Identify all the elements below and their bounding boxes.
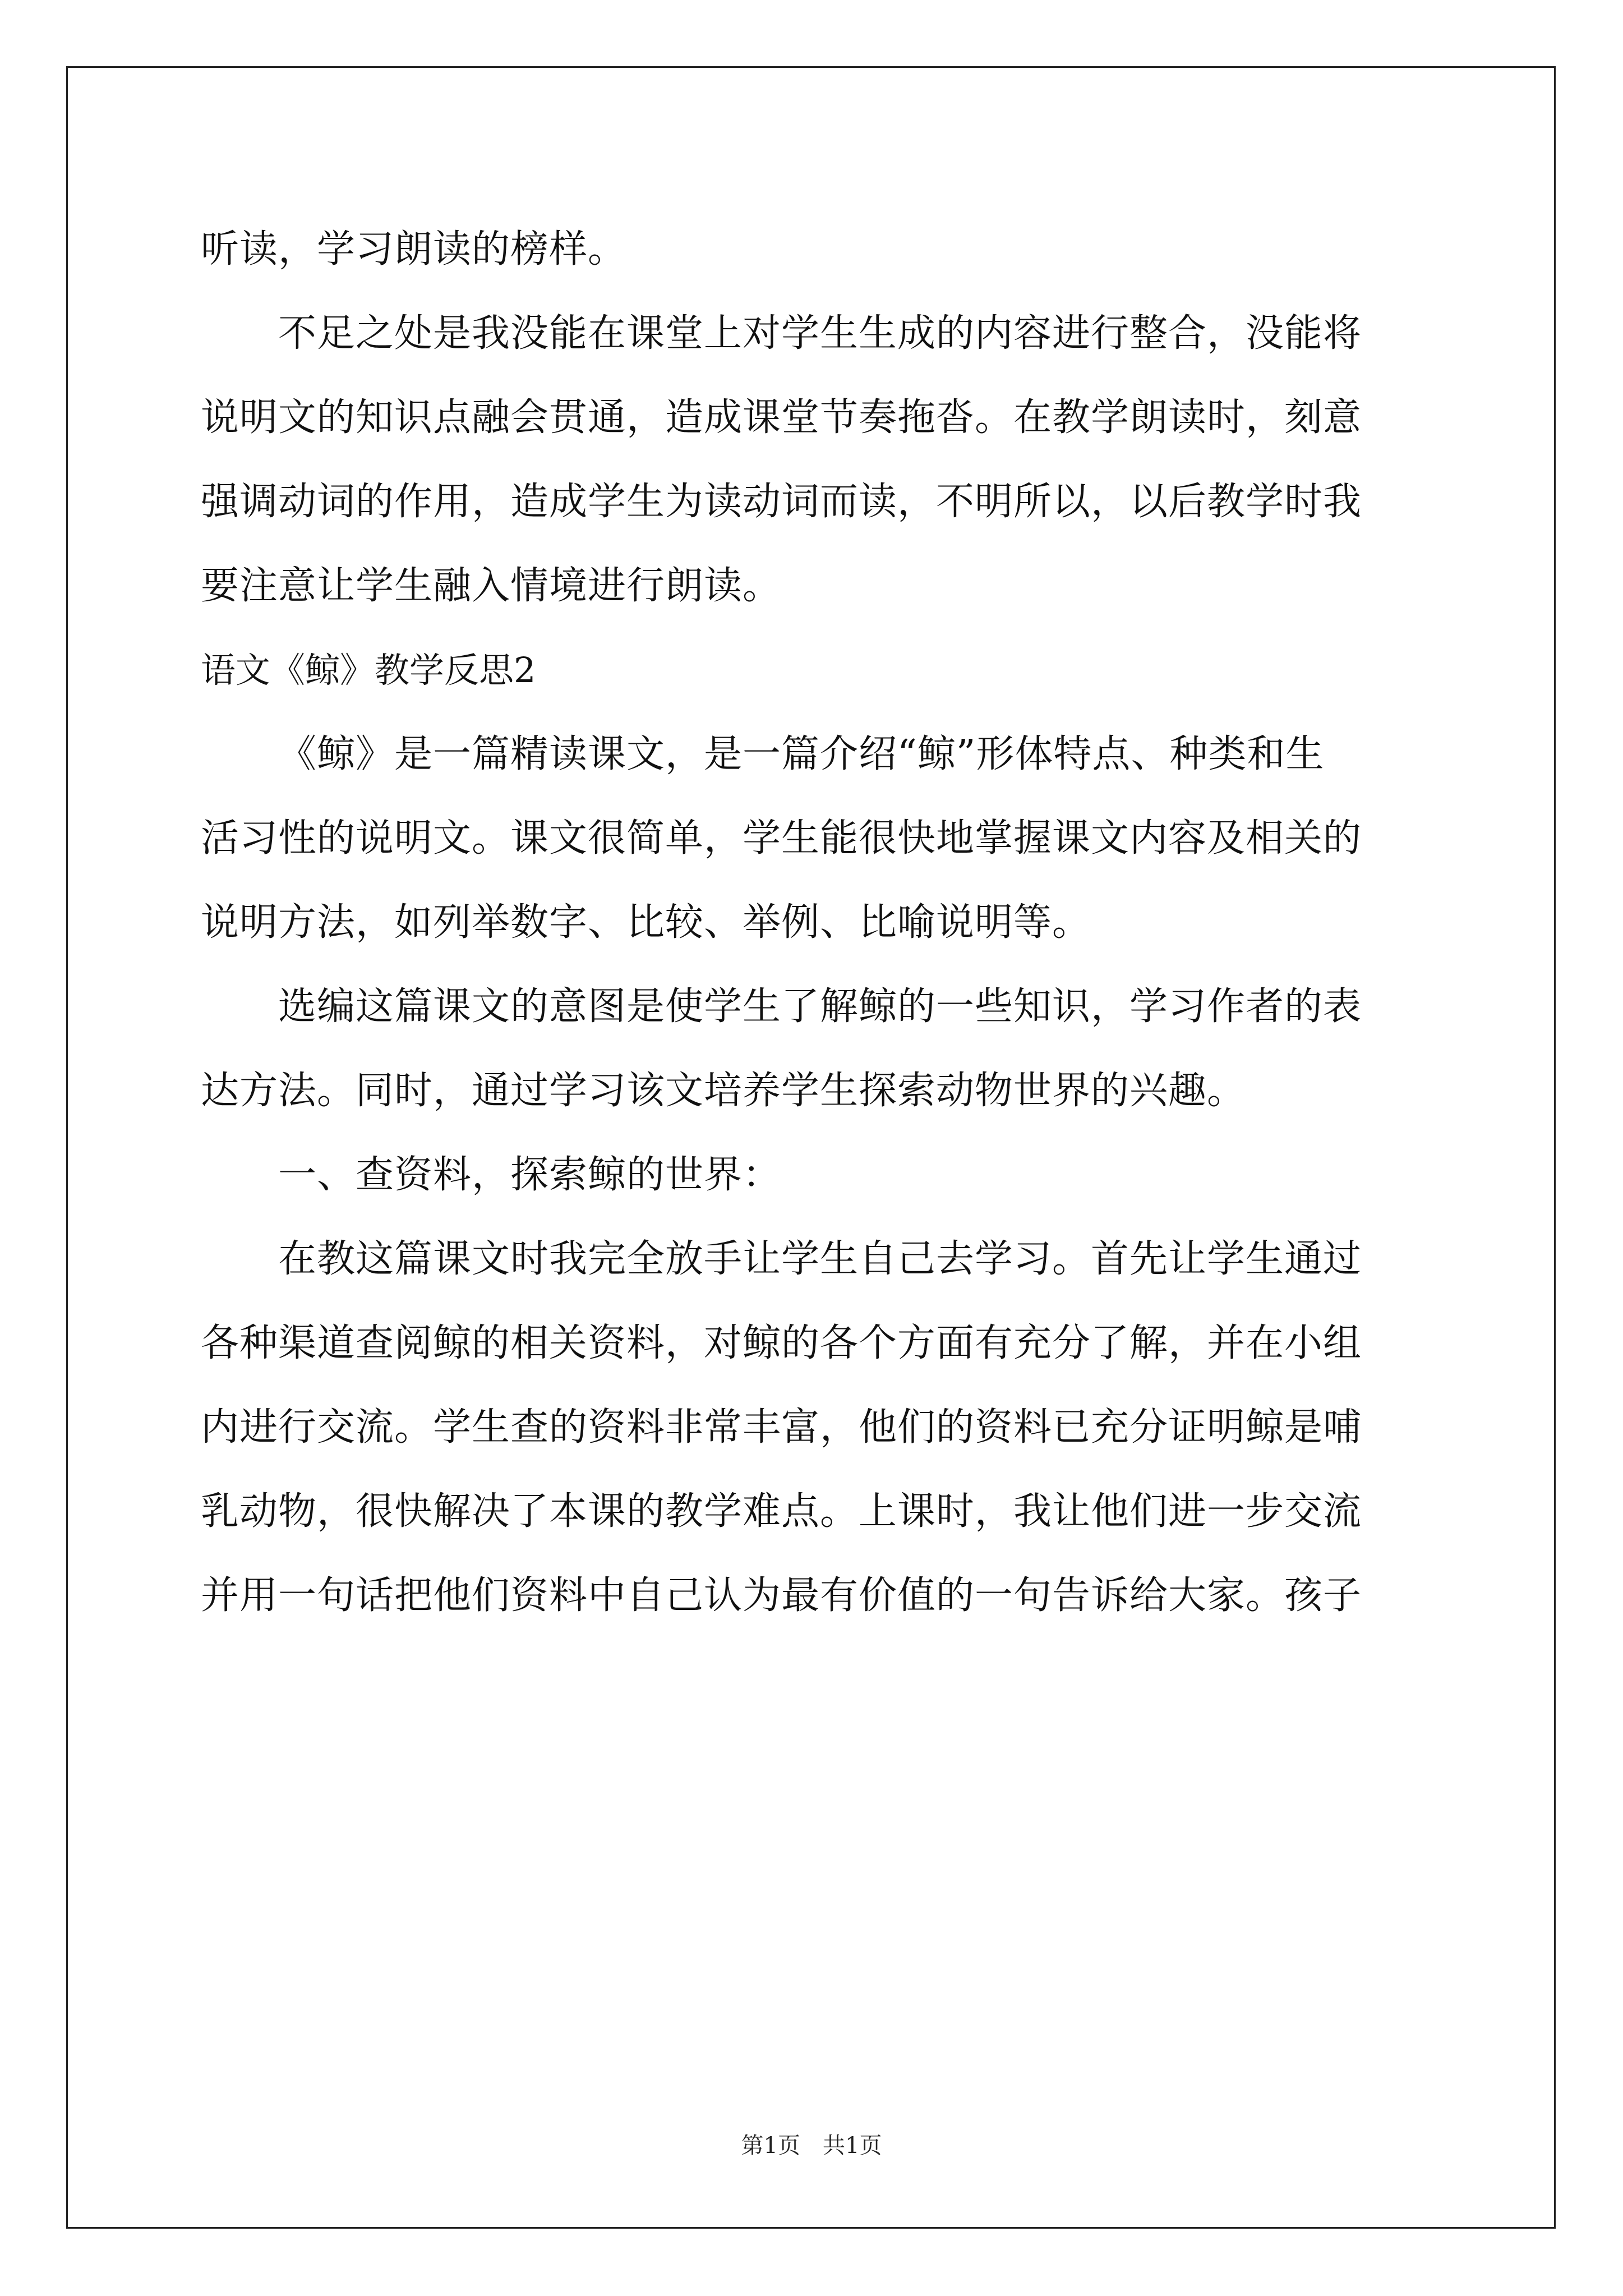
text-line: 各种渠道查阅鲸的相关资料，对鲸的各个方面有充分了解，并在小组 [201, 1321, 1362, 1365]
text-line: 要注意让学生融入情境进行朗读。 [201, 564, 782, 608]
page-footer: 第1页 共1页 [741, 2133, 882, 2159]
text-line: 并用一句话把他们资料中自己认为最有价值的一句告诉给大家。孩子 [201, 1573, 1362, 1618]
text-line: 说明方法，如列举数字、比较、举例、比喻说明等。 [201, 900, 1091, 945]
document-body [201, 208, 1429, 1638]
text-line: 乳动物，很快解决了本课的教学难点。上课时，我让他们进一步交流 [201, 1489, 1362, 1534]
subheading: 一、查资料，探索鲸的世界： [278, 1153, 782, 1197]
paragraph-start: 《鲸》是一篇精读课文，是一篇介绍“鲸”形体特点、种类和生 [278, 732, 1325, 776]
text-line: 活习性的说明文。课文很简单，学生能很快地掌握课文内容及相关的 [201, 816, 1362, 861]
text-line: 达方法。同时，通过学习该文培养学生探索动物世界的兴趣。 [201, 1069, 1246, 1113]
section-heading: 语文《鲸》教学反思2 [201, 650, 536, 691]
paragraph-start: 在教这篇课文时我完全放手让学生自己去学习。首先让学生通过 [278, 1237, 1362, 1281]
text-line: 听读，学习朗读的榜样。 [201, 227, 627, 272]
paragraph-start: 不足之处是我没能在课堂上对学生生成的内容进行整合，没能将 [278, 311, 1362, 356]
paragraph-start: 选编这篇课文的意图是使学生了解鲸的一些知识，学习作者的表 [278, 984, 1362, 1029]
text-line: 强调动词的作用，造成学生为读动词而读，不明所以，以后教学时我 [201, 480, 1362, 524]
text-line: 内进行交流。学生查的资料非常丰富，他们的资料已充分证明鲸是哺 [201, 1405, 1362, 1450]
text-line: 说明文的知识点融会贯通，造成课堂节奏拖沓。在教学朗读时，刻意 [201, 395, 1362, 440]
